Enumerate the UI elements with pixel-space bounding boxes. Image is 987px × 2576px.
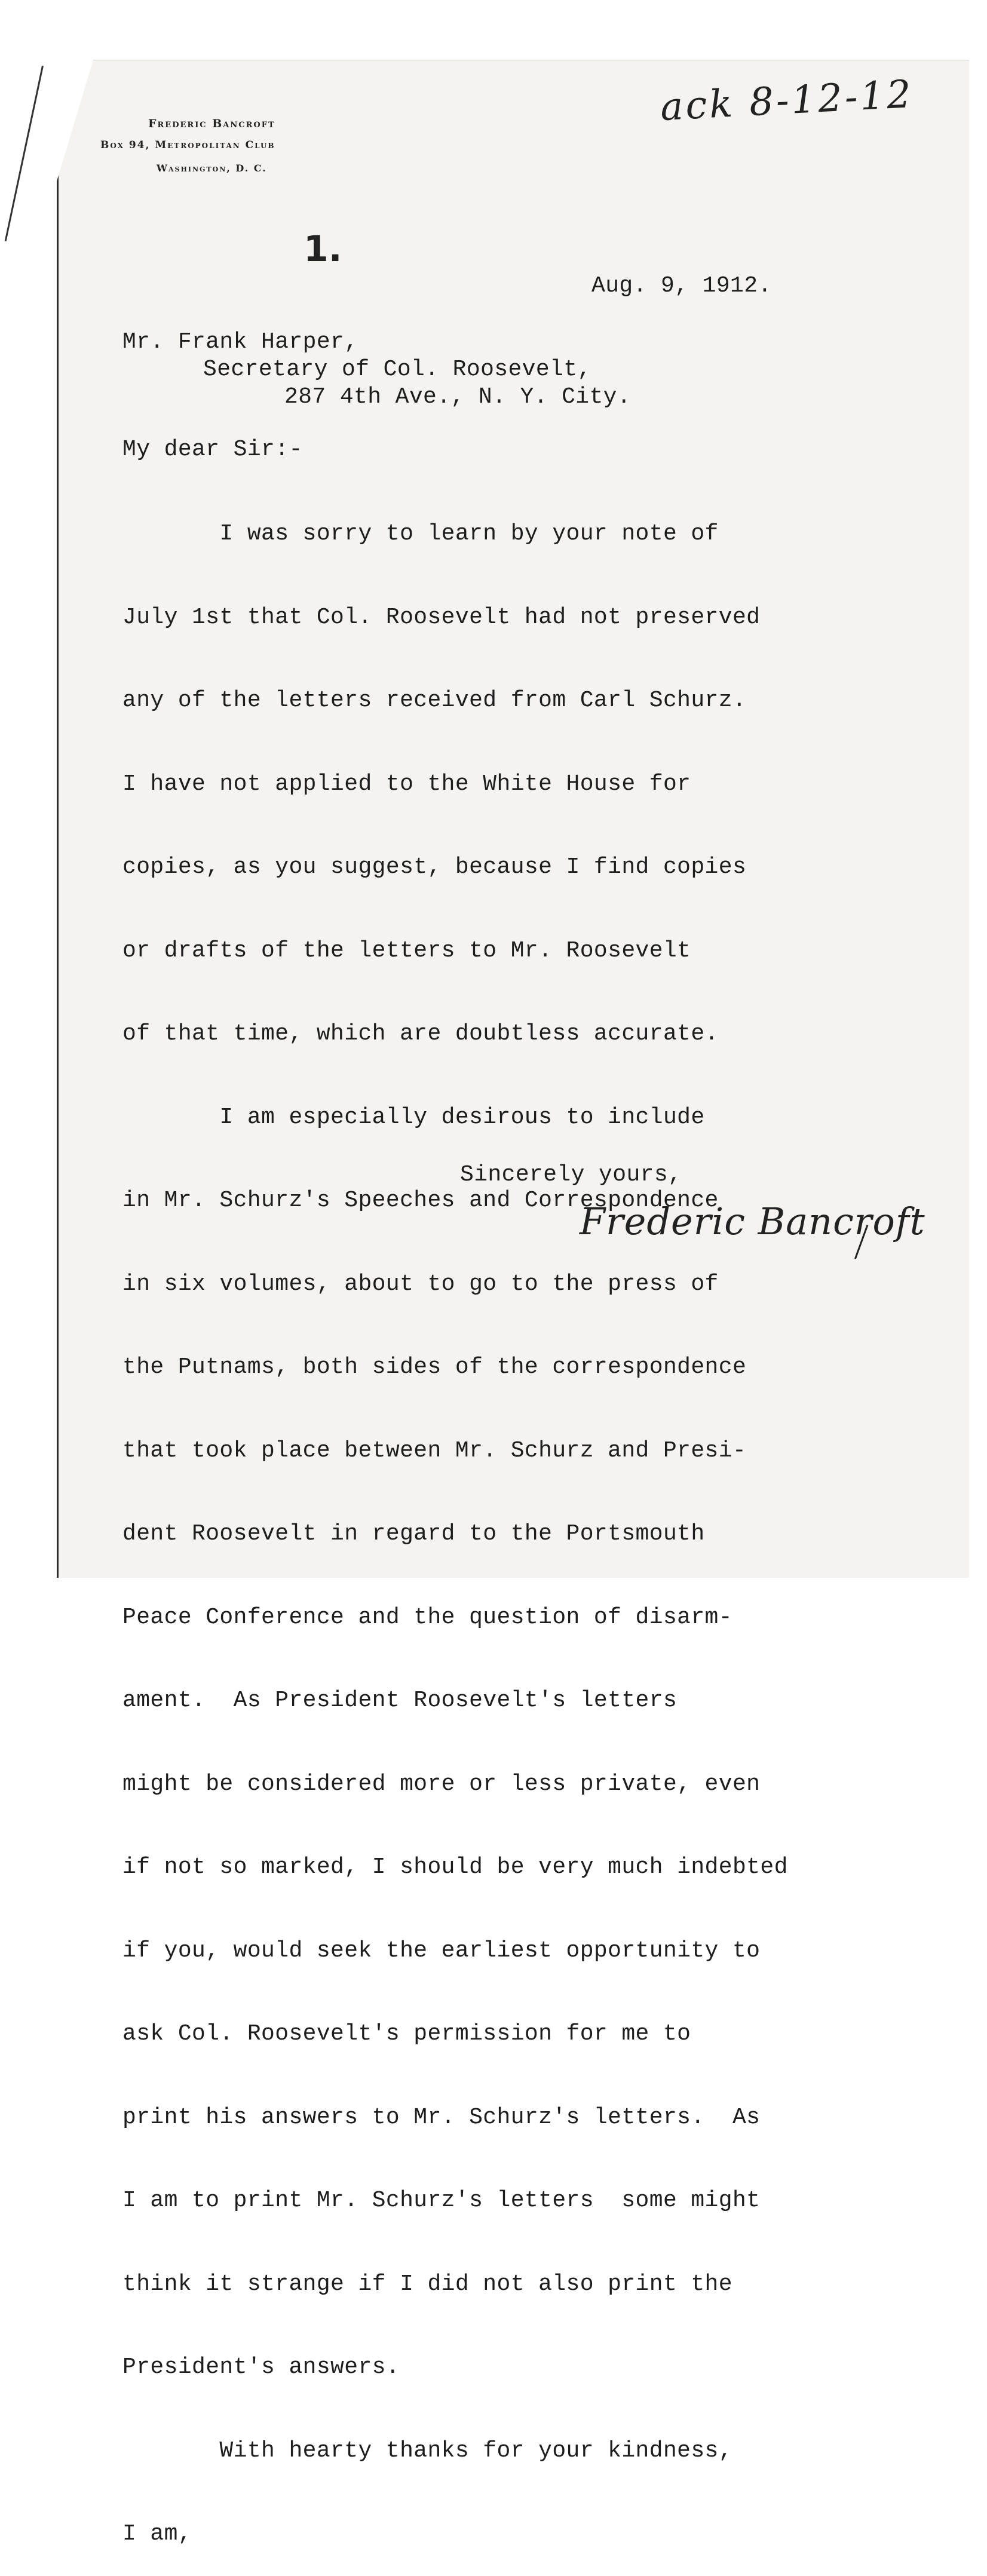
body-line: ament. As President Roosevelt's letters (122, 1688, 678, 1713)
body-line: dent Roosevelt in regard to the Portsmouth (122, 1521, 705, 1547)
letter-date: Aug. 9, 1912. (591, 273, 772, 299)
body-line: Peace Conference and the question of disarm- (122, 1604, 732, 1630)
recipient-address: 287 4th Ave., N. Y. City. (284, 384, 632, 410)
letterhead-address: Box 94, Metropolitan Club (100, 139, 275, 151)
recipient-title: Secretary of Col. Roosevelt, (203, 357, 591, 382)
body-line: With hearty thanks for your kindness, (122, 2437, 732, 2464)
letterhead-name: Frederic Bancroft (148, 117, 275, 130)
body-line: in six volumes, about to go to the press of (122, 1271, 719, 1297)
body-line: that took place between Mr. Schurz and Presi- (122, 1437, 747, 1464)
body-line: I am to print Mr. Schurz's letters some might (122, 2188, 761, 2213)
letterhead-city: Washington, D. C. (157, 162, 267, 174)
salutation: My dear Sir:- (122, 437, 303, 462)
body-line: print his answers to Mr. Schurz's letters. As (122, 2104, 761, 2130)
body-line: I am, (122, 2521, 192, 2547)
recipient-name: Mr. Frank Harper, (122, 329, 358, 355)
handwritten-annotation: ack 8-12-12 (659, 72, 915, 130)
body-line: I was sorry to learn by your note of (122, 521, 719, 547)
body-line: ask Col. Roosevelt's permission for me to (122, 2021, 691, 2047)
body-line: of that time, which are doubtless accurate. (122, 1021, 719, 1047)
body-line: in Mr. Schurz's Speeches and Correspondence (122, 1188, 719, 1213)
body-line: the Putnams, both sides of the correspondence (122, 1354, 747, 1380)
body-line: I have not applied to the White House for (122, 771, 691, 797)
body-line: I am especially desirous to include (122, 1104, 705, 1130)
body-line: copies, as you suggest, because I find copies (122, 854, 747, 880)
body-line: if you, would seek the earliest opportunity to (122, 1937, 761, 1964)
body-line: or drafts of the letters to Mr. Roosevelt (122, 937, 691, 964)
letter-body (122, 465, 788, 2576)
body-line: think it strange if I did not also print the (122, 2271, 732, 2297)
body-line: July 1st that Col. Roosevelt had not preserved (122, 604, 761, 630)
body-line: might be considered more or less private, even (122, 1771, 761, 1797)
body-line: any of the letters received from Carl Schurz. (122, 688, 747, 713)
closing: Sincerely yours, (460, 1162, 682, 1188)
page-mark: 1. (304, 228, 342, 270)
signature: Frederic Bancroft (580, 1200, 925, 1243)
body-line: if not so marked, I should be very much indebted (122, 1854, 788, 1880)
sheet-edge (5, 66, 44, 241)
body-line: President's answers. (122, 2354, 400, 2380)
